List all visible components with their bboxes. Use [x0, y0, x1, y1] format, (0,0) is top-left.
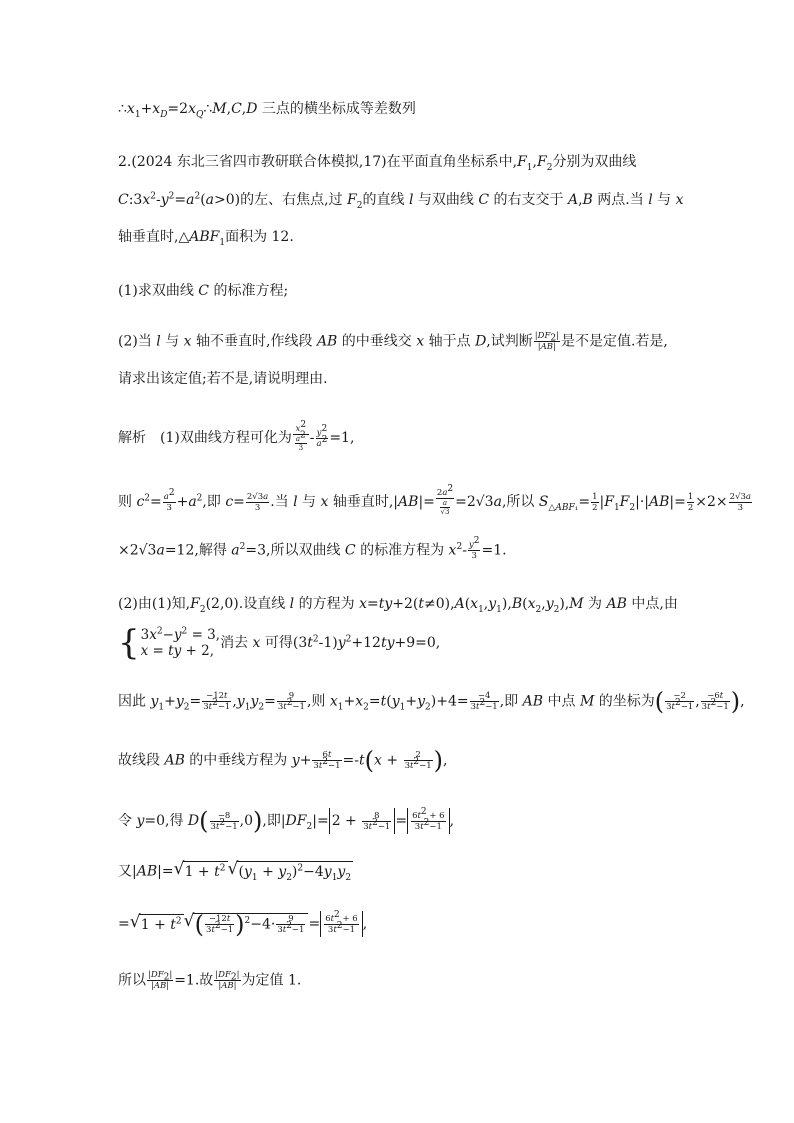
solution-step-6: 因此 $y_1+y_2=$ $\frac{-12t}{3t^2-1}$ $,y_1y_2=$ $\frac{9}{3t^2-1}$ ,则 $x_1+x_2=t(y_1+y_2)+4=$ $\frac{-4}{3t^2-1}$ ,即 AB 中点 M 的坐标为( $\frac{-2}{3t^2-1}$ , $\frac{-6t}{3t^2-1}$ ), — [118, 687, 745, 716]
solution-step-10: =√ $1 + t^2√$ ( $\frac{-12t}{3t^2-1}$ )$^2$−4· $\frac{9}{3t^2-1}$ = $\frac{6t^2 + 6}{3t^2-1}$ , — [118, 911, 367, 937]
question-1: (1)求双曲线 C 的标准方程; — [118, 283, 289, 299]
question-2-cont: 请求出该定值;若不是,请说明理由. — [118, 371, 328, 387]
solution-step-5: {$3x^2-y^2 = 3$, x = ty + 2, 消去 x 可得$(3t^2-1)y^2+12ty+9=0$, — [118, 623, 441, 663]
solution-step-1: 解析 (1)双曲线方程可化为 $\frac{x^2}{\frac{a^2}{3}}$ - $\frac{y^2}{a^2}$ =1, — [118, 420, 355, 452]
solution-step-4: (2)由(1)知$,F_2(2,0)$.设直线 l 的方程为 $x=ty+2(t\ne 0),A(x_1,y_1),B(x_2,y_2),M$ 为 AB 中点,由 — [118, 596, 678, 615]
question-2: (2)当 l 与 x 轴不垂直时,作线段 AB 的中垂线交 x 轴于点 D,试判断 $\frac{|DF_2|}{|AB|}$ 是不是定值.若是, — [118, 331, 668, 352]
solution-step-8: 令 y=0,得 D( $\frac{-8}{3t^2-1}$ ,0),即$|DF_2|= 2$ + $\frac{8}{3t^2-1}$ = $\frac{6t^2 + 6}{3t^2-1}$ , — [118, 806, 455, 835]
solution-step-11: 所以 $\frac{|DF_2|}{|AB|}$ =1.故 $\frac{|DF_2|}{|AB|}$ 为定值 1. — [118, 970, 302, 991]
solution-step-9: 又|AB|=√ $1 + t^2√$ $(y_1 + y_2)^2-4y_1y_2$ — [118, 861, 353, 882]
solution-step-3: ×2√3a=12,解得 $a^2=3$,所以双曲线 C 的标准方程为 $x^2-$ $\frac{y^2}{3}$ =1. — [118, 536, 507, 561]
intro-conclusion-line: $\therefore x_1+x_D=2x_Q\therefore M,C,D$ 三点的横坐标成等差数列 — [118, 101, 416, 120]
problem-line-3: 轴垂直时$,\triangle ABF_1$面积为 12. — [118, 229, 294, 248]
problem-line-1: 2.(2024 东北三省四市教研联合体模拟,17)在平面直角坐标系中$,F_1,F_2$分别为双曲线 — [118, 154, 637, 173]
solution-step-7: 故线段 AB 的中垂线方程为 y+ $\frac{6t}{3t^2-1}$ =-t(x + $\frac{2}{3t^2-1}$ ), — [118, 746, 448, 775]
solution-step-2: 则 $c^2=$ $\frac{a^2}{3}$ $+a^2$,即 c= $\frac{2√3a}{3}$ .当 l 与 x 轴垂直时,|AB|= $\frac{2a^2}{\frac{a}{√3}}$ =2√3a,所以 $S_{\triangle ABF_1}=$ $\frac{1}{2}$ $|F_1F_2|\cdot|AB|=$ $\frac{1}{2}$ ×2× $\frac{2√3a}{3}$ — [118, 484, 751, 516]
problem-line-2: $C:3x^2-y^2=a^2(a>0)$的左、右焦点,过 $F_2$的直线 l 与双曲线 C 的右支交于 A,B 两点.当 l 与 x — [118, 191, 684, 211]
